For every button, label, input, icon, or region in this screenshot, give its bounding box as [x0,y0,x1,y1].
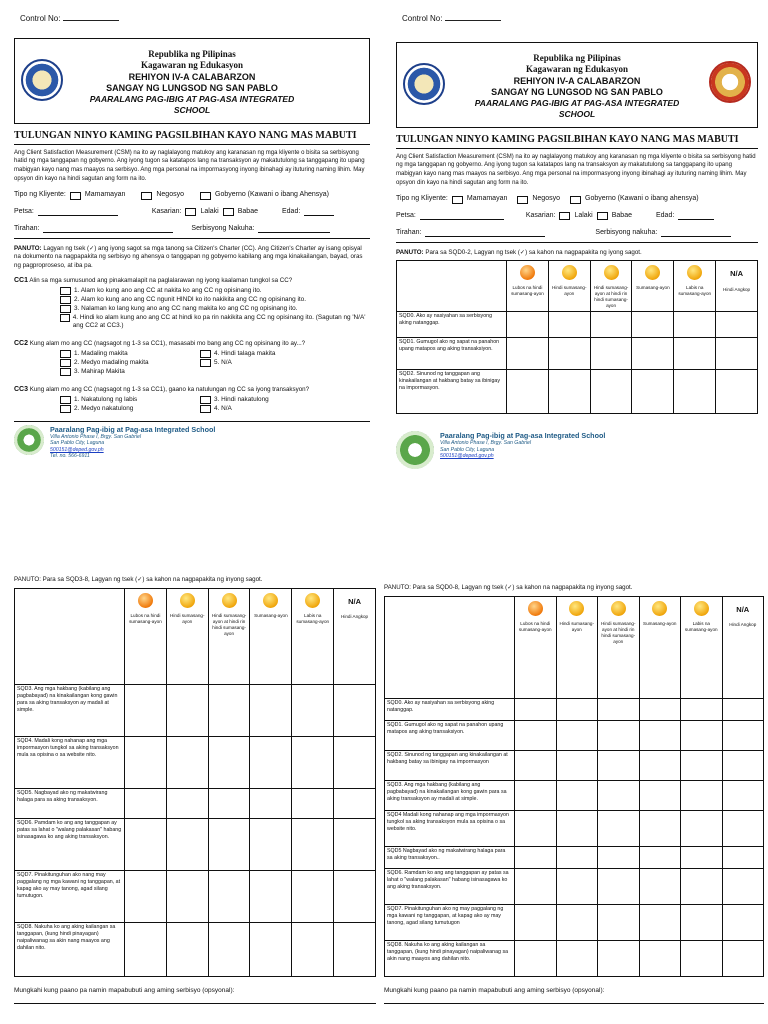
table-row: SQD6. Pamdam ko ang ang tanggapan ay patas sa lahat o "walang palakasan" habang isinasagawa ko ang aking transaksyon. [15,818,376,870]
smile-face-icon [645,265,660,280]
cc3-checkbox-3[interactable] [200,396,211,404]
address-service-row: Tirahan: Serbisyong Nakuha: [14,225,370,234]
checkbox-babae[interactable] [223,208,234,216]
form-page-back-right [384,578,764,1024]
form-page-front-right [396,12,758,572]
email-link[interactable]: 500151@deped.gov.ph [440,453,494,460]
angry-face-icon [138,593,153,608]
neutral-face-icon [604,265,619,280]
letterhead-text: Republika ng Pilipinas Kagawaran ng Edukasyon REHIYON IV-A CALABARZON SANGAY NG LUNGSOD NG SAN PABLO PAARALANG PAG-IBIG AT PAG-ASA INTEGRATED SCHOOL [89,49,295,115]
checkbox-gobyerno[interactable] [570,196,581,204]
cc2-option: 5. N/A [200,359,320,367]
suggestion-label: Mungkahi kung paano pa namin mapabubuti ang aming serbisyo (opsyonal): [384,986,605,994]
sqd-table [396,260,758,414]
cc2-option: 2. Medyo madaling makita [60,359,200,367]
cc2-question: CC2 Kung alam mo ang CC (nagsagot ng 1-3 sa CC1), masasabi mo bang ang CC ng opisinang ito ay...? [14,340,306,348]
cc-instructions: PANUTO: Lagyan ng tsek (✓) ang iyong sagot sa mga tanong sa Citizen's Charter (CC). Ang Citizen's Charter ay isang opisyal na dokumento na nagpapakita ng serbisyo ng ahensya o tanggapan ng gobyerno kabilang ang mga kinakailangan, bayad, oras ng pagproproseso, at iba pa. [14,244,363,270]
sad-face-icon [562,265,577,280]
suggestion-label: Mungkahi kung paano pa namin mapabubuti ang aming serbisyo (opsyonal): [14,986,235,994]
letterhead [396,42,758,128]
cc2-checkbox-5[interactable] [200,359,211,367]
sqd-table [14,588,376,977]
cc1-option: 2. Alam ko kung ano ang CC ngunit HINDI ko ito nakikita ang CC ng opisinang ito. [60,296,370,304]
sqd38-instructions: PANUTO: Para sa SQD3-8, Lagyan ng tsek (✓) sa kahon na nagpapakita ng inyong sagot. [14,576,263,583]
table-header-row: Lubos na hindi sumasang-ayon Hindi sumasang-ayon Hindi sumasang-ayon at hindi rin hindi sumasang-ayon Sumasang-ayon Labis na sumasang-ayon N/A Hindi Angkop [385,596,764,698]
table-row: SQD0. Ako ay nasiyahan sa serbisyong aking natanggap. [385,698,764,720]
cc1-option: 4. Hindi ko alam kung ano ang CC at hindi ko pa rin nakikita ang CC ng opisinang ito. (Sagutan ng 'N/A' ang CC2 at CC3.) [60,314,370,330]
date-sex-age-row: Petsa: Kasarian: Lalaki Babae Edad: [396,212,758,221]
date-field[interactable] [38,209,118,216]
slogan: TULUNGAN NINYO KAMING PAGSILBIHAN KAYO NANG MAS MABUTI [14,130,370,145]
school-logo-icon [14,425,44,455]
cc2-option: 1. Madaling makita [60,350,200,358]
cc1-question: CC1 Alin sa mga sumusunod ang pinakamalapit na paglalarawan ng iyong kaalaman tungkol sa CC? [14,277,293,285]
cc3-checkbox-2[interactable] [60,405,71,413]
client-type-row: Tipo ng Kliyente: Mamamayan Negosyo Gobyerno (Kawani o ibang ahensya) [396,195,699,203]
cc2-option: 4. Hindi talaga makita [200,350,320,358]
control-number: Control No: [20,14,370,24]
table-row: SQD5. Nagbayad ako ng makatwirang halaga para sa aking transaksyon. [15,788,376,818]
cc3-checkbox-1[interactable] [60,396,71,404]
deped-seal-icon [403,63,445,105]
smile-face-icon [263,593,278,608]
intro-paragraph: Ang Client Satisfaction Measurement (CSM) na ito ay naglalayong matukoy ang karanasan ng mga kliyente o bisita sa serbisyong hatid ng mga tanggapan ng gobyerno. Ang iyong tugon sa katatapos lang na transaksyon ay makatutulong sa tanggapang ito upang mabigyan kayo nang mas maayos na serbisyo. Ang mga personal na impormasyong inyong ibinahagi ay ituturing naming lihim. May opsyon din kayo na hindi sagutan ang form na ito. [14,149,365,182]
sad-face-icon [569,601,584,616]
checkbox-lalaki[interactable] [185,208,196,216]
cc2-checkbox-3[interactable] [60,368,71,376]
control-number: Control No: [402,14,758,24]
form-page-front-left [14,12,370,520]
table-row: SQD2. Sinunod ng tanggapan ang kinakailangan at hakbang batay sa ibinigay na impormasyon [385,750,764,780]
divider [14,238,370,239]
checkbox-gobyerno[interactable] [200,192,211,200]
control-number-field[interactable] [445,14,501,21]
cc2-checkbox-4[interactable] [200,350,211,358]
cc3-option: 4. N/A [200,405,320,413]
cc1-checkbox-1[interactable] [60,287,71,295]
cc1-option: 1. Alam ko kung ano ang CC at nakita ko ang CC ng opisinang ito. [60,287,370,295]
service-field[interactable] [258,226,330,233]
intro-paragraph: Ang Client Satisfaction Measurement (CSM) na ito ay naglalayong matukoy ang karanasan ng mga kliyente o bisita sa serbisyong hatid ng mga tanggapan ng gobyerno. Ang iyong tugon sa katatapos lang na transaksyon ay makatutulong sa tanggapang ito upang mabigyan kayo nang mas maayos na serbisyo. Ang mga personal na impormasyong inyong ibinahagi ay ituturing naming lihim. May opsyon din kayo na hindi sagutan ang form na ito. [396,153,756,186]
cc3-option: 2. Medyo nakatulong [60,405,200,413]
date-sex-age-row: Petsa: Kasarian: Lalaki Babae Edad: [14,208,370,217]
cc2-checkbox-1[interactable] [60,350,71,358]
client-type-row: Tipo ng Kliyente: Mamamayan Negosyo Gobyerno (Kawani o ibang Ahensya) [14,191,330,199]
slogan: TULUNGAN NINYO KAMING PAGSILBIHAN KAYO NANG MAS MABUTI [396,134,758,149]
table-row: SQD7. Pinakitunguhan ako nang may paggalang ng mga kawani ng tanggapan, at kapag ako ay may tanong, agad silang tumutugon. [15,870,376,922]
table-header-row: Lubos na hindi sumasang-ayon Hindi sumasang-ayon Hindi sumasang-ayon at hindi rin hindi sumasang-ayon Sumasang-ayon Labis na sumasang-ayon N/A Hindi Angkop [15,588,376,684]
age-field[interactable] [304,209,334,216]
table-header-row: Lubos na hindi sumasang-ayon Hindi sumasang-ayon Hindi sumasang-ayon at hindi rin hindi sumasang-ayon Sumasang-ayon Labis na sumasang-ayon N/A Hindi Angkop [397,261,758,312]
smile-face-icon [652,601,667,616]
cc3-option: 1. Nakatulong ng labis [60,396,200,404]
cc1-options [60,287,370,330]
angry-face-icon [528,601,543,616]
sad-face-icon [180,593,195,608]
deped-seal-icon [21,59,63,101]
cc3-option: 3. Hindi nakatulong [200,396,320,404]
checkbox-mamamayan[interactable] [452,196,463,204]
email-link[interactable]: 500151@deped.gov.ph [50,446,104,453]
table-row: SQD3. Ang mga hakbang (kabilang ang pagbabayad) na kinakailangan kong gawin para sa aking transaksyon ay madali at simple. [385,780,764,810]
address-service-row: Tirahan: Serbisyong nakuha: [396,229,758,238]
table-row: SQD8. Nakuha ko ang aking kailangan sa tanggapan, (kung hindi pinayagan) naipaliwanag sa akin nang maayos ang dahilan nito. [15,922,376,976]
cc1-checkbox-4[interactable] [60,314,70,322]
checkbox-negosyo[interactable] [141,192,152,200]
angry-face-icon [520,265,535,280]
happy-face-icon [687,265,702,280]
table-row: SQD1. Gumugol ako ng sapat na panahon upang matapos ang aking transaksiyon. [385,720,764,750]
school-footer: Paaralang Pag-ibig at Pag-asa Integrated School Villa Antonio Phase I, Brgy. San Gabriel San Pablo City, Laguna 500151@deped.gov.ph Tel. no. 566-6911 [14,421,370,460]
control-number-field[interactable] [63,14,119,21]
age-field[interactable] [678,213,714,220]
address-field[interactable] [43,226,173,233]
cc3-question: CC3 Kung alam mo ang CC (nagsagot ng 1-3 sa CC1), gaano ka natulungan ng CC sa iyong transaksyon? [14,385,310,393]
happy-face-icon [305,593,320,608]
table-row: SQD2. Sinunod ng tanggapan ang kinakailangan at hakbang batay sa ibinigay na impormasyon. [397,370,758,414]
cc1-checkbox-3[interactable] [60,305,71,313]
school-footer: Paaralang Pag-ibig at Pag-asa Integrated School Villa Antonio Phase I, Brgy. San Gabriel San Pablo City, Laguna 500151@deped.gov.ph [396,428,758,469]
neutral-face-icon [222,593,237,608]
letterhead [14,38,370,124]
cc1-option: 3. Nalaman ko lang kung ano ang CC nang makita ko ang CC ng opisinang ito. [60,305,370,313]
happy-face-icon [694,601,709,616]
checkbox-mamamayan[interactable] [70,192,81,200]
cc2-checkbox-2[interactable] [60,359,71,367]
table-row: SQD4. Madali kong nahanap ang mga impormasyon tungkol sa aking transaksyon mula sa opisina o sa website nito. [15,736,376,788]
checkbox-lalaki[interactable] [559,212,570,220]
table-row: SQD0. Ako ay nasiyahan sa serbisyong aking natanggap. [397,312,758,338]
table-row: SQD8. Nakuha ko ang aking kailangan sa tanggapan, (kung hindi pinayagan) naipaliwanag sa akin nang maayos ang dahilan nito. [385,940,764,976]
suggestion-field[interactable] [14,1003,376,1004]
table-row: SQD3. Ang mga hakbang (kabilang ang pagbabayad) na kinakailangan kong gawin para sa aking transaksyon ay madali at simple. [15,684,376,736]
suggestion-field[interactable] [384,1003,764,1004]
checkbox-negosyo[interactable] [517,196,528,204]
letterhead-text: Republika ng Pilipinas Kagawaran ng Edukasyon REHIYON IV-A CALABARZON SANGAY NG LUNGSOD NG SAN PABLO PAARALANG PAG-IBIG AT PAG-ASA INTEGRATED SCHOOL [474,53,680,119]
cc2-options [60,349,370,376]
sqd-table [384,596,764,977]
cc2-option: 3. Mahirap Makita [60,368,200,376]
neutral-face-icon [611,601,626,616]
sqd02-instructions: PANUTO: Para sa SQD0-2, Lagyan ng tsek (✓) sa kahon na nagpapakita ng iyong sagot. [396,248,642,256]
school-logo-icon [396,431,434,469]
table-row: SQD5 Nagbayad ako ng makatwirang halaga para sa aking transaksyon.. [385,846,764,868]
school-seal-icon [709,61,751,103]
form-page-back-left [14,570,376,1020]
service-field[interactable] [661,230,731,237]
cc1-checkbox-2[interactable] [60,296,71,304]
cc3-options [60,395,370,413]
address-field[interactable] [425,230,545,237]
table-row: SQD7. Pinakitunguhan ako ng may paggalang ng mga kawani ng tanggapan, at kapag ako ay may tanong, agad silang tumutugon [385,904,764,940]
cc3-checkbox-4[interactable] [200,405,211,413]
table-row: SQD4 Madali kong nahanap ang mga impormasyon tungkol sa aking transaksyon mula sa opisina o sa website nito. [385,810,764,846]
divider [396,242,758,243]
table-row: SQD1. Gumugol ako ng sapat na panahon upang matapos ang aking transaksiyon. [397,338,758,370]
table-row: SQD6. Ramdam ko ang ang tanggapan ay patas sa lahat o "walang palakasan" habang isinasagawa ko ang aking transaksyon. [385,868,764,904]
sqd08-instructions: PANUTO: Para sa SQD0-8, Lagyan ng tsek (✓) sa kahon na nagpapakita ng inyong sagot. [384,584,633,591]
checkbox-babae[interactable] [597,212,608,220]
date-field[interactable] [420,213,504,220]
